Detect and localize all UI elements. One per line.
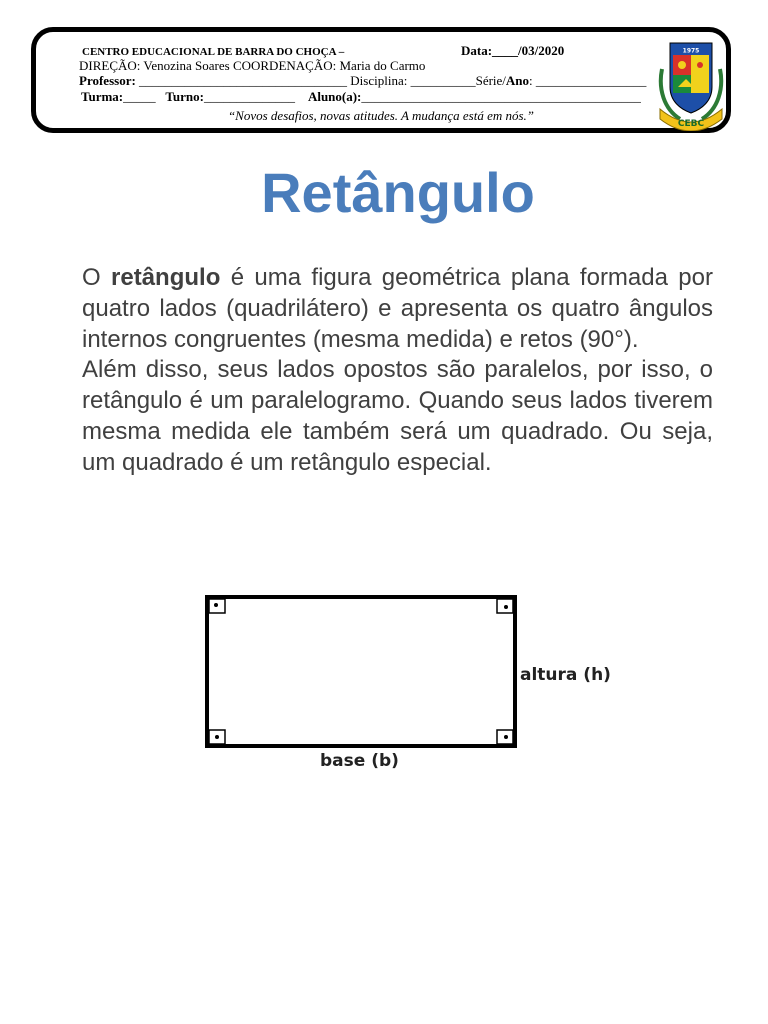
height-label: altura (h)	[520, 665, 611, 685]
student-blank: ___________________________________________	[361, 89, 641, 104]
motto: “Novos desafios, novas atitudes. A mudança está em nós.”	[227, 108, 535, 123]
logo-year: 1975	[682, 47, 700, 55]
year-blank: : _________________	[529, 73, 647, 88]
date-field: Data:____/03/2020	[461, 43, 565, 58]
direction-label: DIREÇÃO:	[79, 58, 141, 73]
header-box	[31, 27, 731, 133]
rectangle-diagram	[200, 590, 520, 750]
teacher-line	[79, 74, 646, 88]
shift-label: Turno:	[165, 89, 204, 104]
school-crest-logo	[658, 39, 724, 131]
right-angle-markers	[209, 599, 513, 744]
discipline-field: Disciplina: __________	[350, 73, 476, 88]
rectangle-outline	[207, 597, 515, 746]
direction-value: Venozina Soares	[143, 58, 230, 73]
body-text	[82, 263, 713, 479]
school-name: CENTRO EDUCACIONAL DE BARRA DO CHOÇA –	[82, 46, 345, 58]
teacher-label: Professor:	[79, 73, 136, 88]
teacher-blank: ________________________________	[139, 73, 348, 88]
paragraph-properties: Além disso, seus lados opostos são paralelos, por isso, o retângulo é um paralelogramo. Quando seus lados tiverem mesma medida ele também será um quadrado. Ou seja, um quadrado é um retângulo especial.	[82, 356, 713, 476]
paragraph-definition: O retângulo é uma figura geométrica plana formada por quatro lados (quadrilátero) e apresenta os quatro ângulos internos congruentes (mesma medida) e retos (90°).	[82, 264, 713, 353]
class-line	[81, 90, 641, 104]
year-label: Ano	[505, 73, 530, 88]
student-label: Aluno(a):	[307, 89, 362, 104]
page-title: Retângulo	[261, 161, 535, 224]
grade-label: Série/	[475, 73, 506, 88]
direction-line	[79, 59, 425, 73]
rectangle-figure	[200, 590, 620, 780]
coordination-value: Maria do Carmo	[339, 58, 426, 73]
shift-blank: ______________	[203, 89, 295, 104]
base-label: base (b)	[320, 751, 399, 771]
bold-term: retângulo	[111, 264, 221, 291]
logo-initials: CEBC	[677, 119, 705, 129]
coordination-label: COORDENAÇÃO:	[232, 58, 337, 73]
class-label: Turma:	[81, 89, 124, 104]
class-blank: _____	[123, 89, 156, 104]
